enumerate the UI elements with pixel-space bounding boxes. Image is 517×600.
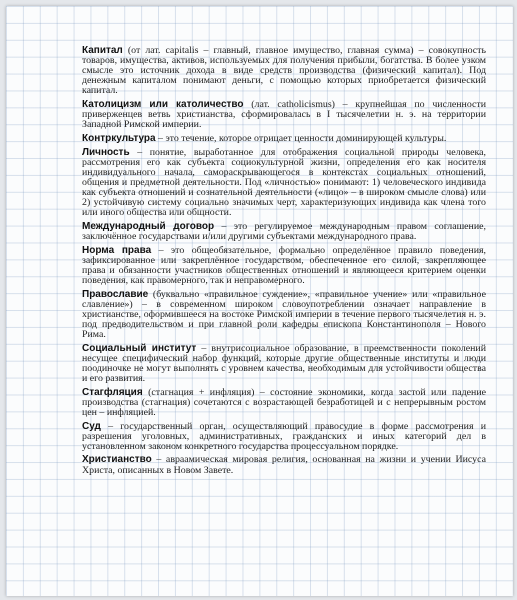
glossary-list (82, 46, 486, 479)
glossary-definition: – внутрисоциальное образование, в преемственности поколений несущее специфический набор функций, которые другие общественные институты и люди поодиночке не могут выполнять с уровнем качества, необходимым для устойчивости общества и его развития. (82, 342, 486, 384)
glossary-term: Суд (82, 420, 101, 432)
glossary-definition: (стагнация + инфляция) – состояние экономики, когда застой или падение производства (стагнация) сочетаются с возрастающей безработицей и с непрерывным ростом цен – инфляцией. (82, 386, 486, 418)
glossary-term: Стагфляция (82, 386, 143, 398)
glossary-term: Контркультура (82, 132, 156, 144)
glossary-definition: (буквально «правильное суждение», «правильное учение» или «правильное славление») – в современном широком словоупотреблении означает направление в христианстве, оформившееся на востоке Римской империи в течение первого тысячелетия н. э. под предводительством и при главной роли кафедры епископа Константинополя – Нового Рима. (82, 288, 486, 340)
glossary-term: Норма права (82, 244, 152, 256)
glossary-entry (82, 222, 486, 242)
glossary-entry (82, 246, 486, 286)
glossary-term: Католицизм или католичество (82, 99, 244, 111)
glossary-entry (82, 455, 486, 475)
glossary-term: Международный договор (82, 220, 215, 232)
notebook-page (6, 6, 513, 596)
glossary-term: Христианство (82, 454, 152, 466)
glossary-term: Личность (82, 146, 130, 158)
glossary-term: Православие (82, 288, 149, 300)
glossary-definition: (от лат. capitalis – главный, главное имущество, главная сумма) – совокупность товаров, имущества, активов, используемых для получения прибыли, богатства. В более узком смысле это источник дохода в виде средств производства (физический капитал). Под денежным капиталом понимают деньги, с помощью которых приобретается физический капитал. (82, 45, 486, 97)
glossary-entry (82, 134, 486, 144)
glossary-definition: – понятие, выработанное для отображения социальной природы человека, рассмотрения его как субъекта социокультурной жизни, определения его как носителя индивидуального начала, самораскрывающегося в контекстах социальных отношений, общения и предметной деятельности. Под «личностью» понимают: 1) человеческого индивида как субъекта отношений и сознательной деятельности («лицо» – в широком смысле слова) или 2) устойчивую систему социально значимых черт, характеризующих индивида как члена того или иного общества или общности. (82, 146, 486, 219)
glossary-entry (82, 388, 486, 418)
glossary-definition: – это регулируемое международным правом соглашение, заключённое государствами и/или другими субъектами международного права. (82, 220, 486, 242)
glossary-entry (82, 290, 486, 340)
glossary-term: Капитал (82, 45, 123, 56)
glossary-entry (82, 422, 486, 452)
glossary-entry (82, 148, 486, 219)
glossary-entry (82, 344, 486, 384)
glossary-definition: (лат. catholicismus) – крупнейшая по численности приверженцев ветвь христианства, сформировалась в I тысячелетии н. э. на территории Западной Римской империи. (82, 99, 486, 131)
glossary-term: Социальный институт (82, 342, 197, 354)
glossary-entry (82, 100, 486, 130)
glossary-entry (82, 46, 486, 96)
glossary-definition: – это общеобязательное, формально определённое правило поведения, зафиксированное или закреплённое государством, обеспеченное его силой, закрепляющее права и обязанности участников общественных отношений и являющееся критерием оценки поведения, как правомерного, так и неправомерного. (82, 244, 486, 286)
glossary-definition: – это течение, которое отрицает ценности доминирующей культуры. (155, 132, 447, 144)
glossary-definition: – государственный орган, осуществляющий правосудие в форме рассмотрения и разрешения уголовных, административных, гражданских и иных категорий дел в установленном законом конкретного государства процессуальном порядке. (82, 420, 486, 452)
glossary-definition: – авраамическая мировая религия, основанная на жизни и учении Иисуса Христа, описанных в Новом Завете. (82, 454, 486, 476)
